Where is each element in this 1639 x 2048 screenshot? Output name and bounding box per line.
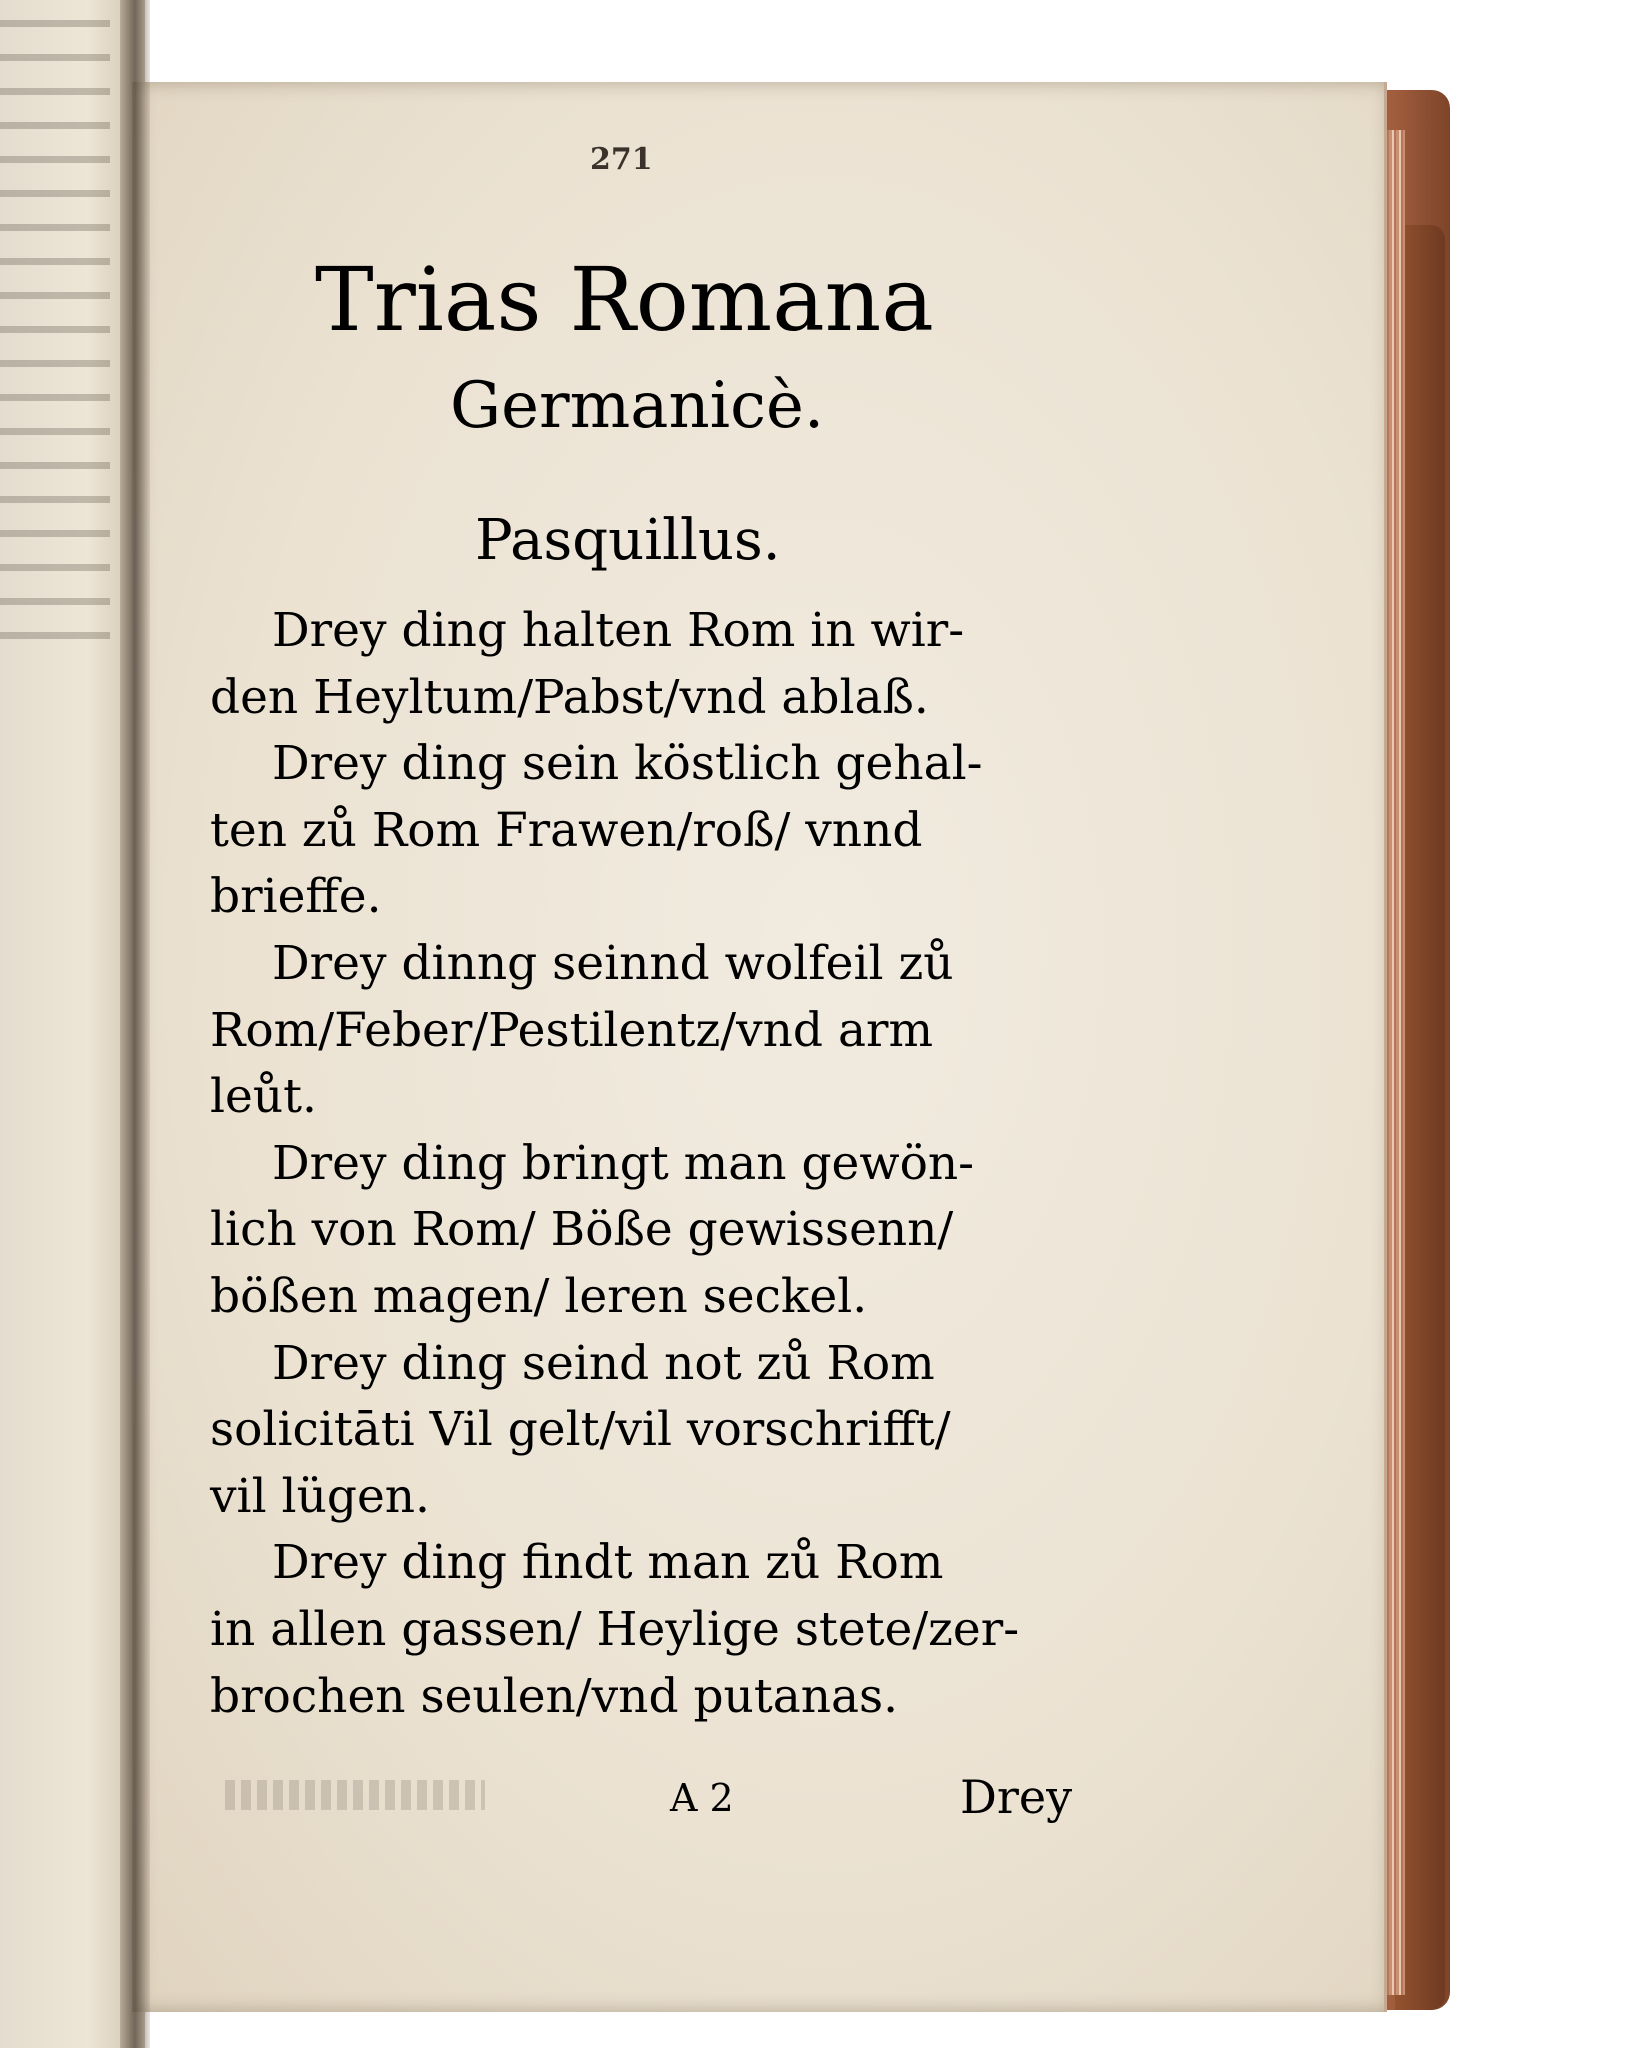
left-page-text-fragment [0,20,110,660]
page-subtitle: Germanicè. [450,369,825,443]
text-line: Drey ding bringt man gewön- [272,1135,975,1191]
signature-mark: A 2 [670,1776,734,1820]
show-through-text [225,1780,485,1810]
text-line: lich von Rom/ Böße gewissenn/ [210,1202,954,1258]
text-line: Rom/Feber/Pestilentz/vnd arm [210,1002,934,1058]
text-line: ten zů Rom Frawen/roß/ vnnd [210,802,923,858]
speaker-heading: Pasquillus. [475,508,781,573]
text-line: Drey ding seind not zů Rom [272,1335,935,1391]
text-line: Drey ding sein köstlich gehal- [272,736,983,792]
text-line: Drey dinng seinnd wolfeil zů [272,935,954,991]
text-line: leůt. [210,1069,317,1125]
page-title: Trias Romana [315,248,934,351]
text-line: bößen magen/ leren seckel. [210,1268,868,1324]
text-line: solicitāti Vil gelt/vil vorschrifft/ [210,1402,951,1458]
text-line: brieffe. [210,869,382,925]
book-gutter [120,0,150,2048]
page-number: 271 [590,142,653,177]
text-line: brochen seulen/vnd putanas. [210,1668,899,1724]
text-line: den Heyltum/Pabst/vnd ablaß. [210,669,929,725]
verse-text [210,598,1090,1730]
text-line: Drey ding halten Rom in wir- [272,603,965,658]
text-line: in allen gassen/ Heylige stete/zer- [210,1601,1020,1657]
catchword: Drey [960,1770,1073,1824]
text-line: vil lügen. [210,1468,430,1524]
text-line: Drey ding findt man zů Rom [272,1535,944,1591]
